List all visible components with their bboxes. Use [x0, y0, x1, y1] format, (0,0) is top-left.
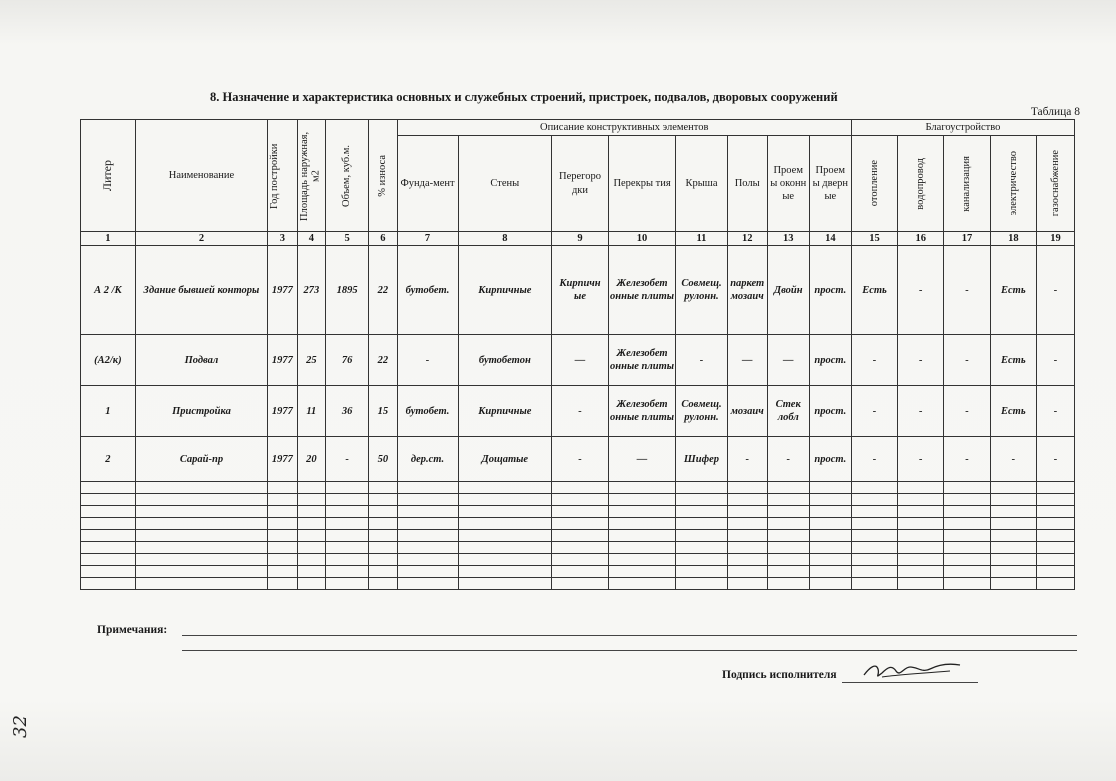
- cell-floors-overlap: Железобет онные плиты: [608, 335, 675, 386]
- cell-windows: —: [767, 335, 809, 386]
- table-caption: Таблица 8: [1030, 106, 1080, 118]
- cell-roof: Совмещ. рулонн.: [676, 246, 728, 335]
- cell-electricity: Есть: [990, 386, 1036, 437]
- cell-name: Пристройка: [135, 386, 268, 437]
- cell-year: 1977: [268, 386, 297, 437]
- column-number: 3: [268, 232, 297, 246]
- cell-area: 25: [297, 335, 325, 386]
- cell-walls: бутобетон: [458, 335, 552, 386]
- cell-roof: Шифер: [676, 437, 728, 482]
- cell-name: Сарай-пр: [135, 437, 268, 482]
- column-number: 16: [898, 232, 944, 246]
- cell-doors: прост.: [809, 246, 851, 335]
- cell-windows: Двойн: [767, 246, 809, 335]
- header-amenities-group: Благоустройство: [851, 120, 1074, 136]
- table-row: [81, 246, 1075, 335]
- header-doors: Проем ы дверн ые: [809, 136, 851, 232]
- cell-doors: прост.: [809, 386, 851, 437]
- empty-row: [81, 554, 1075, 566]
- cell-water: -: [898, 246, 944, 335]
- header-constructive-group: Описание конструктивных элементов: [397, 120, 851, 136]
- cell-sewer: -: [944, 386, 990, 437]
- cell-year: 1977: [268, 437, 297, 482]
- empty-row: [81, 566, 1075, 578]
- column-number: 13: [767, 232, 809, 246]
- column-number: 7: [397, 232, 458, 246]
- cell-foundation: -: [397, 335, 458, 386]
- table-row: [81, 335, 1075, 386]
- cell-heating: -: [851, 437, 897, 482]
- cell-water: -: [898, 386, 944, 437]
- signature-label: Подпись исполнителя: [722, 669, 837, 681]
- page-title: 8. Назначение и характеристика основных и служебных строений, пристроек, подвалов, дворовых сооружений: [210, 90, 838, 104]
- column-number: 15: [851, 232, 897, 246]
- cell-partitions: —: [552, 335, 609, 386]
- cell-wear: 50: [369, 437, 397, 482]
- page-number: 32: [10, 715, 31, 738]
- cell-electricity: Есть: [990, 246, 1036, 335]
- header-floors-overlap: Перекры тия: [608, 136, 675, 232]
- cell-area: 11: [297, 386, 325, 437]
- signature-image: [852, 655, 972, 685]
- cell-gas: -: [1036, 386, 1074, 437]
- cell-volume: 1895: [326, 246, 369, 335]
- header-area: Площадь наружная, м2: [297, 120, 325, 232]
- cell-wear: 15: [369, 386, 397, 437]
- cell-partitions: -: [552, 386, 609, 437]
- cell-floors: мозаич: [727, 386, 767, 437]
- cell-doors: прост.: [809, 335, 851, 386]
- cell-walls: Дощатые: [458, 437, 552, 482]
- header-name: Наименование: [135, 120, 268, 232]
- header-sewer: канализация: [944, 136, 990, 232]
- column-number: 12: [727, 232, 767, 246]
- column-number: 9: [552, 232, 609, 246]
- cell-electricity: -: [990, 437, 1036, 482]
- empty-row: [81, 506, 1075, 518]
- notes-line: [182, 650, 1077, 651]
- header-year: Год постройки: [268, 120, 297, 232]
- cell-windows: -: [767, 437, 809, 482]
- cell-gas: -: [1036, 437, 1074, 482]
- empty-row: [81, 542, 1075, 554]
- cell-floors: —: [727, 335, 767, 386]
- column-number: 14: [809, 232, 851, 246]
- header-wear: % износа: [369, 120, 397, 232]
- header-partitions: Перегоро дки: [552, 136, 609, 232]
- column-number: 17: [944, 232, 990, 246]
- empty-row: [81, 578, 1075, 590]
- column-number-row: [81, 232, 1075, 246]
- cell-sewer: -: [944, 437, 990, 482]
- header-walls: Стены: [458, 136, 552, 232]
- cell-floors-overlap: Железобет онные плиты: [608, 386, 675, 437]
- column-number: 8: [458, 232, 552, 246]
- cell-heating: -: [851, 386, 897, 437]
- cell-volume: 76: [326, 335, 369, 386]
- header-row-groups: [81, 120, 1075, 136]
- cell-walls: Кирпичные: [458, 386, 552, 437]
- cell-gas: -: [1036, 335, 1074, 386]
- cell-wear: 22: [369, 246, 397, 335]
- cell-sewer: -: [944, 246, 990, 335]
- header-liter: Литер: [81, 120, 136, 232]
- cell-heating: -: [851, 335, 897, 386]
- header-gas: газоснабжение: [1036, 136, 1074, 232]
- column-number: 19: [1036, 232, 1074, 246]
- header-floors: Полы: [727, 136, 767, 232]
- cell-gas: -: [1036, 246, 1074, 335]
- table-row: [81, 386, 1075, 437]
- header-electricity: электричество: [990, 136, 1036, 232]
- column-number: 18: [990, 232, 1036, 246]
- header-volume: Объем, куб.м.: [326, 120, 369, 232]
- column-number: 10: [608, 232, 675, 246]
- cell-sewer: -: [944, 335, 990, 386]
- cell-roof: Совмещ. рулонн.: [676, 386, 728, 437]
- cell-foundation: дер.ст.: [397, 437, 458, 482]
- table-row: [81, 437, 1075, 482]
- column-number: 2: [135, 232, 268, 246]
- cell-liter: 2: [81, 437, 136, 482]
- cell-area: 20: [297, 437, 325, 482]
- cell-foundation: бутобет.: [397, 246, 458, 335]
- header-heating: отопление: [851, 136, 897, 232]
- cell-liter: А 2 /К: [81, 246, 136, 335]
- header-roof: Крыша: [676, 136, 728, 232]
- cell-partitions: -: [552, 437, 609, 482]
- cell-year: 1977: [268, 246, 297, 335]
- buildings-table: [80, 119, 1075, 590]
- cell-liter: 1: [81, 386, 136, 437]
- cell-heating: Есть: [851, 246, 897, 335]
- cell-floors: -: [727, 437, 767, 482]
- header-foundation: Фунда-мент: [397, 136, 458, 232]
- cell-name: Подвал: [135, 335, 268, 386]
- column-number: 4: [297, 232, 325, 246]
- header-windows: Проем ы оконн ые: [767, 136, 809, 232]
- empty-row: [81, 482, 1075, 494]
- cell-volume: -: [326, 437, 369, 482]
- cell-floors-overlap: Железобет онные плиты: [608, 246, 675, 335]
- cell-area: 273: [297, 246, 325, 335]
- cell-floors: паркет мозаич: [727, 246, 767, 335]
- cell-water: -: [898, 335, 944, 386]
- empty-row: [81, 494, 1075, 506]
- empty-row: [81, 518, 1075, 530]
- cell-name: Здание бывшей конторы: [135, 246, 268, 335]
- cell-floors-overlap: —: [608, 437, 675, 482]
- notes-label: Примечания:: [97, 624, 168, 636]
- cell-foundation: бутобет.: [397, 386, 458, 437]
- cell-year: 1977: [268, 335, 297, 386]
- cell-partitions: Кирпичн ые: [552, 246, 609, 335]
- column-number: 11: [676, 232, 728, 246]
- header-water: водопровод: [898, 136, 944, 232]
- column-number: 6: [369, 232, 397, 246]
- cell-roof: -: [676, 335, 728, 386]
- cell-wear: 22: [369, 335, 397, 386]
- cell-water: -: [898, 437, 944, 482]
- cell-electricity: Есть: [990, 335, 1036, 386]
- cell-liter: (А2/к): [81, 335, 136, 386]
- cell-windows: Стек лобл: [767, 386, 809, 437]
- empty-row: [81, 530, 1075, 542]
- cell-walls: Кирпичные: [458, 246, 552, 335]
- column-number: 1: [81, 232, 136, 246]
- cell-doors: прост.: [809, 437, 851, 482]
- cell-volume: 36: [326, 386, 369, 437]
- notes-line: [182, 635, 1077, 636]
- column-number: 5: [326, 232, 369, 246]
